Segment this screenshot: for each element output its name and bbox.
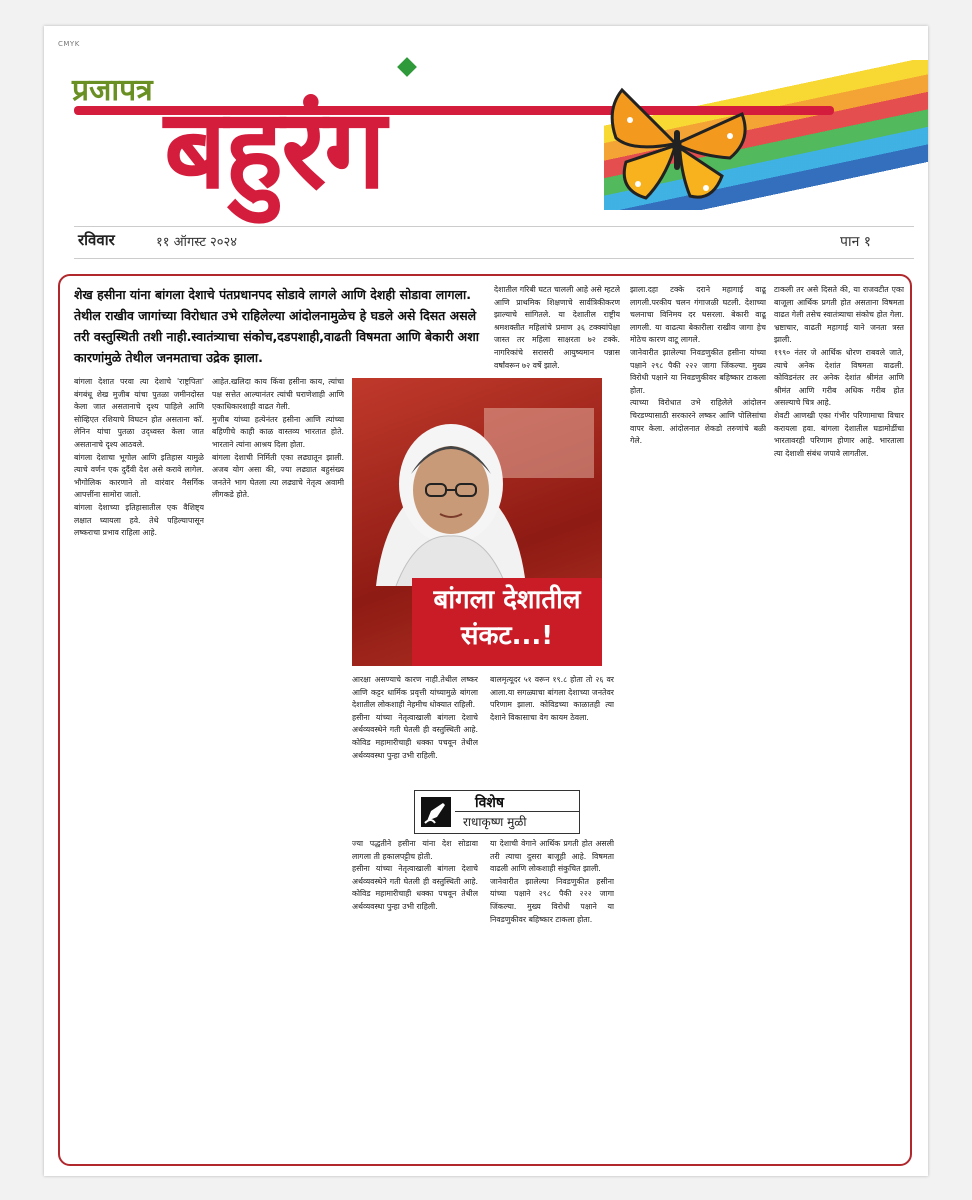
- brand-logo: प्रजापत्र: [72, 73, 153, 108]
- byline-label: विशेष: [475, 795, 505, 811]
- article-column-4-top: [490, 674, 614, 786]
- article-column-6: [774, 284, 904, 1156]
- dateline-date: ११ ऑगस्ट २०२४: [156, 235, 238, 250]
- article-column-1: [74, 376, 204, 1156]
- article-lead: शेख हसीना यांना बांगला देशाचे पंतप्रधानपद सोडावे लागले आणि देशही सोडावा लागला. तेथील राखीव जागांच्या विरोधात उभे राहिलेल्या आंदोलनामुळेच हे घडले असे दिसत असले तरी वस्तुस्थिती तशी नाही.स्वातंत्र्याचा संकोच,दडपशाही,वाढती विषमता आणि बेकारी अशा कारणांमुळे तेथील जनमताचा उद्रेक झाला.: [74, 287, 479, 365]
- leaf-icon: [397, 57, 417, 77]
- paragraph: बांगला देशात परवा त्या देशाचे 'राष्ट्रपिता' बंगबंधू शेख मुजीब यांचा पुतळा जमीनदोस्त केला जात असतानाचे दृश्य पाहिले आणि सोव्हिएत रशियाचे विघटन होत असताना कॉ. लेनिन यांचा पुतळा उद्ध्वस्त केला जात असतानाचे दृश्य आठवले.: [74, 377, 204, 449]
- newspaper-page: [44, 26, 928, 1176]
- byline-box: [414, 790, 580, 834]
- feature-image: [352, 378, 602, 666]
- paragraph: शेवटी आणखी एका गंभीर परिणामाचा विचार करायला हवा. बांगला देशातील घडामोडींचा भारतावरही परिणाम होणार आहे. भारताला त्या देशाशी संबंध जपावे लागतील.: [774, 410, 904, 458]
- byline-divider: [455, 811, 579, 812]
- paragraph: आरक्षा असण्याचे कारण नाही.तेथील लष्कर आणि कट्टर धार्मिक प्रवृत्ती यांच्यामुळे बांगला देशातील लोकशाही नेहमीच धोक्यात राहिली.: [352, 675, 478, 710]
- paragraph: बांगला देशाची निर्मिती एका लढ्यातून झाली. अजब योग असा की, ज्या लढ्यात बहुसंख्य जनतेने भाग घेतला त्या लढ्याचे नेतृत्व अवामी लीगकडे होते.: [212, 452, 344, 500]
- paragraph: बांगला देशाचा भूगोल आणि इतिहास यामुळे त्याचे वर्णन एक दुर्दैवी देश असे करावे लागेल. भौगोलिक कारणाने तो वारंवार नैसर्गिक आपत्तींना सामोरा जातो.: [74, 452, 204, 500]
- paragraph: आहेत.खलिदा काय किंवा हसीना काय, त्यांचा पक्ष सत्तेत आल्यानंतर त्यांची घराणेशाही आणि एकाधिकारशाही वाढत गेली.: [212, 377, 344, 412]
- article-column-3-top: [494, 284, 620, 372]
- feature-headline: [412, 578, 602, 666]
- paragraph: हसीना यांच्या नेतृत्वाखाली बांगला देशाचे अर्थव्यवस्थेने गती घेतली ही वस्तुस्थिती आहे. कोविड महामारीचाही धक्का पचवून तेथील अर्थव्यवस्था पुन्हा उभी राहिली.: [352, 712, 478, 760]
- article-column-4-lower: [490, 838, 614, 1156]
- paragraph: त्याच्या विरोधात उभे राहिलेले आंदोलन चिरडण्यासाठी सरकारने लष्कर आणि पोलिसांचा वापर केला. आंदोलनात शेकडो तरुणांचे बळी गेले.: [630, 398, 766, 446]
- article-column-2: [212, 376, 344, 1156]
- paragraph: मुजीब यांच्या हत्येनंतर हसीना आणि त्यांच्या बहिणीचे काही काळ वास्तव्य भारतात होते. भारताने त्यांना आश्रय दिला होता.: [212, 414, 344, 449]
- paragraph: जानेवारीत झालेल्या निवडणुकीत हसीना यांच्या पक्षाने २९८ पैकी २२२ जागा जिंकल्या. मुख्य विरोधी पक्षाने या निवडणुकीवर बहिष्कार टाकला होता.: [490, 876, 614, 924]
- paragraph: जानेवारीत झालेल्या निवडणुकीत हसीना यांच्या पक्षाने २९८ पैकी २२२ जागा जिंकल्या. मुख्य विरोधी पक्षाने या निवडणुकीवर बहिष्कार टाकला होता.: [630, 347, 766, 395]
- section-title: बहुरंग: [164, 85, 385, 213]
- article-column-3-lower: [352, 838, 478, 1156]
- dateline-day: रविवार: [78, 231, 115, 249]
- feature-headline-line1: बांगला देशातील: [433, 585, 581, 615]
- dateline-rule-bottom: [74, 258, 914, 259]
- feature-headline-line2: संकट...!: [460, 621, 554, 651]
- pen-icon: [421, 797, 451, 827]
- paragraph: या देशाची वेगाने आर्थिक प्रगती होत असली तरी त्याचा दुसरा बाजूही आहे. विषमता वाढली आणि लोकशाही संकुचित झाली.: [490, 839, 614, 874]
- portrait-image: [356, 404, 546, 586]
- dateline-rule-top: [74, 226, 914, 227]
- paragraph: टाकली तर असे दिसते की, या राजवटीत एका बाजूला आर्थिक प्रगती होत असताना विषमता वाढत गेली तसेच स्वातंत्र्याचा संकोच होत गेला. भ्रष्टाचार, वाढती महागाई याने जनता त्रस्त झाली.: [774, 285, 904, 345]
- paragraph: देशातील गरिबी घटत चालली आहे असे म्हटले आणि प्राथमिक शिक्षणाचे सार्वत्रिकीकरण झाल्याचे सांगितले. या देशातील राष्ट्रीय श्रमशक्तीत महिलांचे प्रमाण ३६ टक्क्यांपेक्षा जास्त तर महिला साक्षरता ७२ टक्के. नागरिकांचे सरासरी आयुष्यमान पन्नास वर्षांवरून ७२ वर्षे झाले.: [494, 285, 620, 370]
- paragraph: बालमृत्यूदर ५१ वरून १९.८ होता तो २६ वर आला.या सगळ्याचा बांगला देशाच्या जनतेवर परिणाम झाला. कोविडच्या काळातही त्या देशाने विकासाचा वेग कायम ठेवला.: [490, 675, 614, 722]
- paragraph: हसीना यांच्या नेतृत्वाखाली बांगला देशाचे अर्थव्यवस्थेने गती घेतली ही वस्तुस्थिती आहे. कोविड महामारीचाही धक्का पचवून तेथील अर्थव्यवस्था पुन्हा उभी राहिली.: [352, 864, 478, 911]
- paragraph: बांगला देशाच्या इतिहासातील एक वैशिष्ट्य लक्षात घ्यायला हवे. तेथे पहिल्यापासून लष्कराचा प्रभाव राहिला आहे.: [74, 502, 204, 538]
- page-number: पान १: [840, 234, 872, 250]
- paragraph: ज्या पद्धतीने हसीना यांना देश सोडावा लागला ती हकालपट्टीच होती.: [352, 839, 478, 861]
- butterfly-icon: [602, 80, 752, 210]
- article-column-3-bottom: [352, 674, 478, 784]
- color-mark: CMYK: [58, 40, 80, 48]
- article-column-5: [630, 284, 766, 1156]
- paragraph: १९९० नंतर जे आर्थिक धोरण राबवले जाते, त्याचे अनेक देशांत विषमता वाढली. कोविडनंतर तर अनेक देशांत श्रीमंत आणि श्रीमंत आणि गरीब अधिक गरीब होत असल्याचे चित्र आहे.: [774, 347, 904, 408]
- byline-author: राधाकृष्ण मुळी: [463, 815, 527, 829]
- paragraph: झाला.दहा टक्के दराने महागाई वाढू लागली.परकीय चलन गंगाजळी घटली. देशाच्या चलनाचा विनिमय दर घसरला. बेकारी वाढू लागली. या वाढत्या बेकारीला राखीव जागा हेच मोठेच कारण वाटू लागले.: [630, 285, 766, 345]
